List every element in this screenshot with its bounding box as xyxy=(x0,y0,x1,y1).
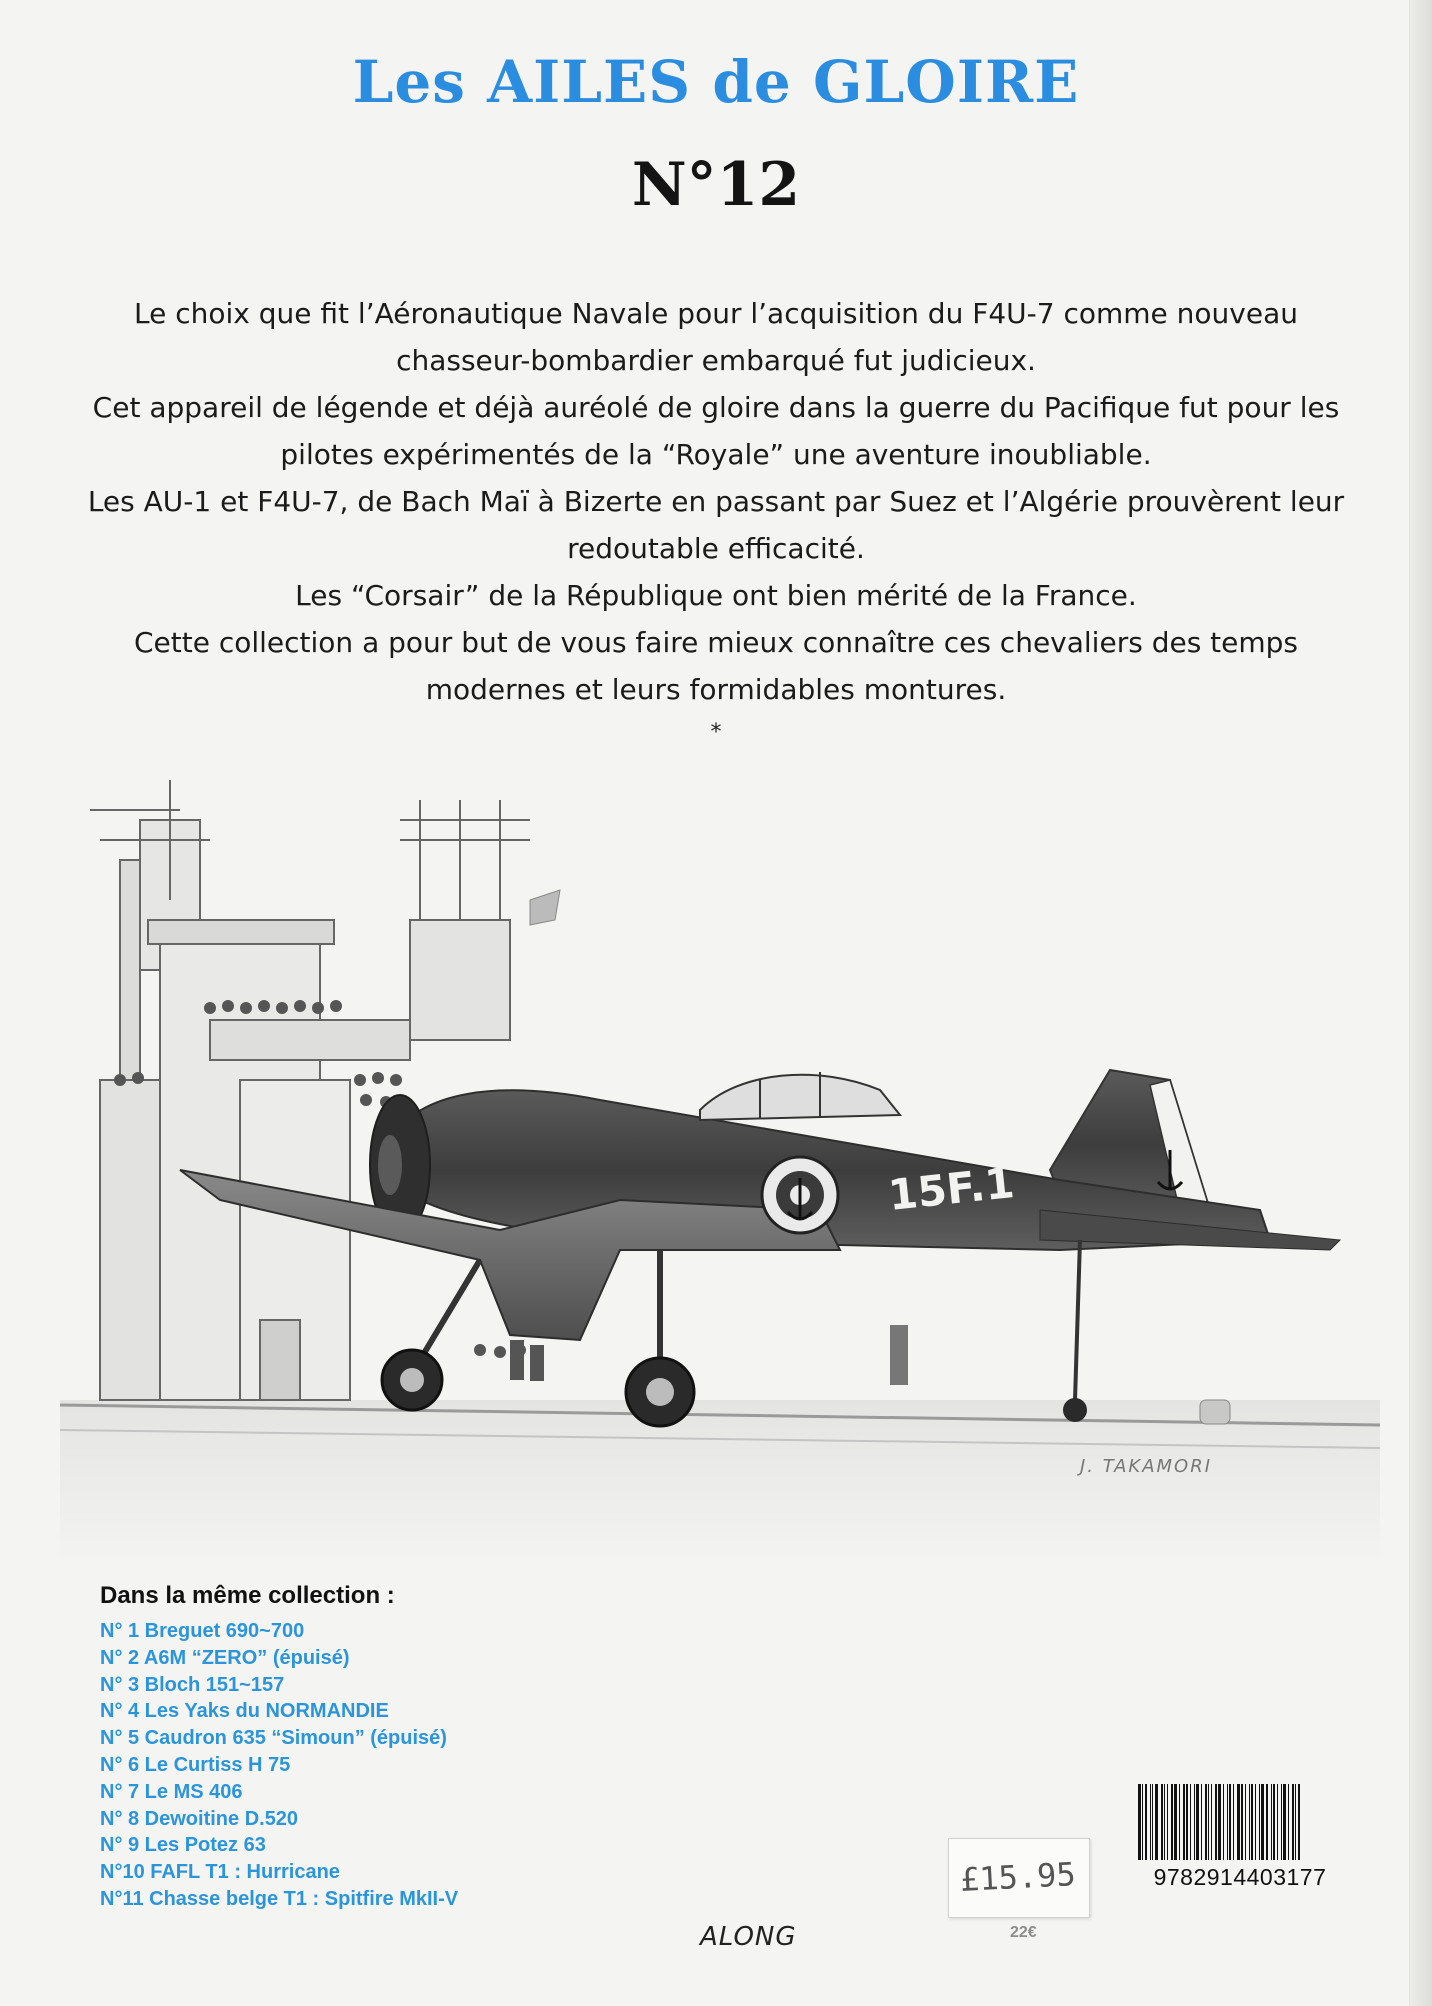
blurb-paragraph: Cette collection a pour but de vous faire mieux connaître ces chevaliers des temps modernes et leurs formidables montures. xyxy=(133,626,1299,706)
blurb-paragraph: Le choix que fit l’Aéronautique Navale pour l’acquisition du F4U-7 comme nouveau chasseur-bombardier embarqué fut judicieux. xyxy=(134,297,1298,377)
price-sticker-text: £15.95 xyxy=(959,1855,1077,1899)
barcode-bar xyxy=(1179,1784,1180,1860)
barcode-bar xyxy=(1227,1784,1228,1860)
barcode-bar xyxy=(1194,1784,1195,1860)
barcode-bar xyxy=(1251,1784,1253,1860)
barcode-bar xyxy=(1190,1784,1191,1860)
barcode-bar xyxy=(1273,1784,1275,1860)
barcode-bar xyxy=(1205,1784,1207,1860)
barcode-bar xyxy=(1295,1784,1296,1860)
barcode-bar xyxy=(1152,1784,1153,1860)
barcode-bar xyxy=(1266,1784,1268,1860)
page-edge xyxy=(1409,0,1432,2006)
barcode-bar xyxy=(1196,1784,1199,1860)
barcode-bar xyxy=(1283,1784,1286,1860)
artist-signature: J. TAKAMORI xyxy=(1080,1456,1213,1477)
barcode-bar xyxy=(1277,1784,1278,1860)
blurb xyxy=(80,290,1352,713)
collection-item: N° 3 Bloch 151~157 xyxy=(100,1673,285,1696)
barcode-bar xyxy=(1218,1784,1221,1860)
blurb-paragraph: Cet appareil de légende et déjà auréolé de gloire dans la guerre du Pacifique fut pour les pilotes expérimentés de la “Royale” une aventure inoubliable. xyxy=(92,391,1340,471)
barcode-bar xyxy=(1229,1784,1231,1860)
barcode-bar xyxy=(1201,1784,1202,1860)
collection-item: N° 2 A6M “ZERO” (épuisé) xyxy=(100,1646,350,1669)
barcode-bar xyxy=(1161,1784,1163,1860)
barcode-bar xyxy=(1211,1784,1212,1860)
barcode-bar xyxy=(1208,1784,1209,1860)
barcode-bar xyxy=(1223,1784,1224,1860)
barcode-bar xyxy=(1241,1784,1243,1860)
barcode-bar xyxy=(1155,1784,1158,1860)
barcode-bar xyxy=(1237,1784,1240,1860)
barcode-bar xyxy=(1215,1784,1217,1860)
collection-item: N° 5 Caudron 635 “Simoun” (épuisé) xyxy=(100,1727,447,1750)
covered-price: 22€ xyxy=(1010,1924,1037,1941)
barcode-bar xyxy=(1261,1784,1264,1860)
series-title: Les AILES de GLOIRE xyxy=(352,48,1080,116)
barcode-bar xyxy=(1233,1784,1234,1860)
barcode-bar xyxy=(1150,1784,1151,1860)
barcode-bar xyxy=(1255,1784,1256,1860)
barcode-bar xyxy=(1142,1784,1143,1860)
issue-number: N°12 xyxy=(631,150,801,220)
collection-section xyxy=(100,1582,458,1913)
blurb-paragraph: Les “Corsair” de la République ont bien mérité de la France. xyxy=(295,579,1137,612)
corsair-illustration xyxy=(60,780,1380,1560)
collection-item: N° 7 Le MS 406 xyxy=(100,1780,243,1803)
collection-item: N°10 FAFL T1 : Hurricane xyxy=(100,1861,340,1884)
barcode-bar xyxy=(1167,1784,1168,1860)
barcode-bar xyxy=(1138,1784,1141,1860)
collection-item: N° 4 Les Yaks du NORMANDIE xyxy=(100,1700,389,1723)
barcode-bar xyxy=(1292,1784,1294,1860)
collection-item: N° 6 Le Curtiss H 75 xyxy=(100,1753,291,1776)
barcode-bar xyxy=(1298,1784,1300,1860)
barcode-bar xyxy=(1145,1784,1147,1860)
barcode-bar xyxy=(1186,1784,1188,1860)
barcode-bar xyxy=(1271,1784,1272,1860)
barcode-bar xyxy=(1281,1784,1282,1860)
blurb-paragraph: Les AU-1 et F4U-7, de Bach Maï à Bizerte en passant par Suez et l’Algérie prouvèrent leur redoutable efficacité. xyxy=(87,485,1345,565)
publisher-name: ALONG xyxy=(700,1922,797,1952)
aircraft-marking: 15F.1 xyxy=(885,1158,1017,1220)
collection-item: N° 8 Dewoitine D.520 xyxy=(100,1807,299,1830)
isbn-number: 9782914403177 xyxy=(1153,1864,1327,1890)
barcode-bar xyxy=(1174,1784,1177,1860)
collection-item: N° 1 Breguet 690~700 xyxy=(100,1620,305,1642)
barcode-bar xyxy=(1259,1784,1260,1860)
collection-item: N°11 Chasse belge T1 : Spitfire MkII-V xyxy=(100,1887,459,1910)
collection-list xyxy=(100,1618,458,1913)
barcode-bar xyxy=(1249,1784,1250,1860)
barcode-bar xyxy=(1245,1784,1246,1860)
barcode-bar xyxy=(1171,1784,1173,1860)
barcode xyxy=(1138,1784,1338,1860)
collection-item: N° 9 Les Potez 63 xyxy=(100,1834,266,1857)
collection-heading: Dans la même collection : xyxy=(100,1582,395,1609)
barcode-bar xyxy=(1183,1784,1185,1860)
barcode-bar xyxy=(1164,1784,1165,1860)
corsair-drawing xyxy=(60,780,1380,1560)
separator-asterisk: * xyxy=(710,720,722,745)
barcode-bar xyxy=(1288,1784,1289,1860)
